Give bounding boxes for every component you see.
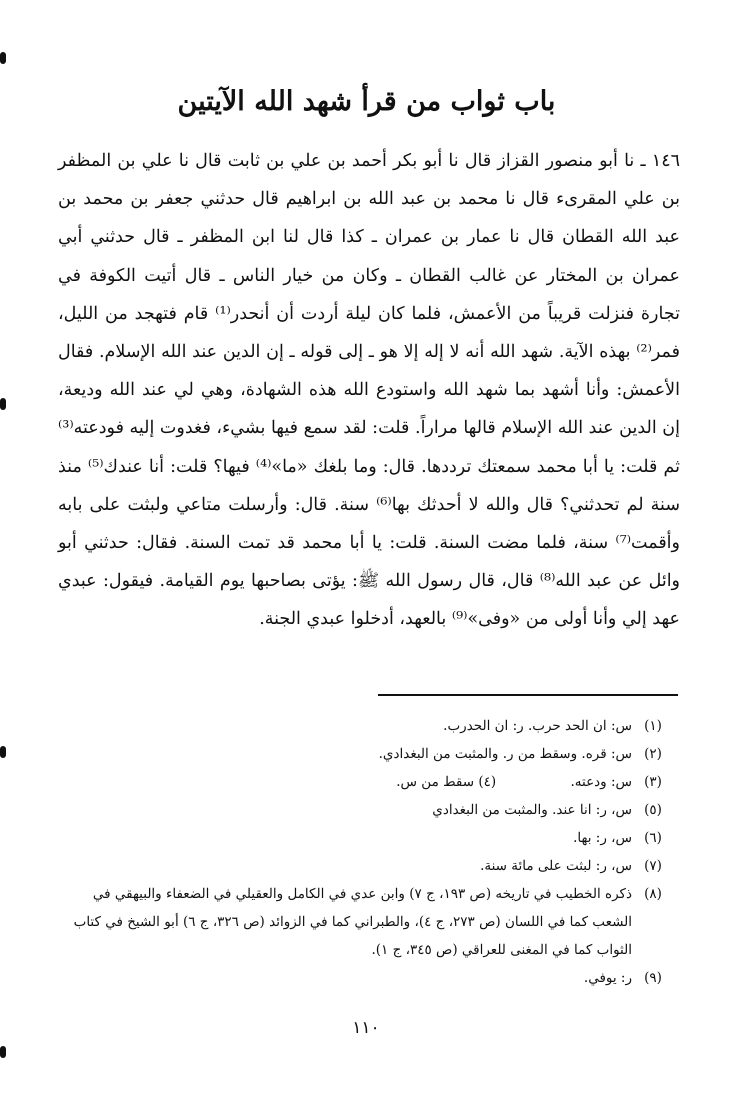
- scan-margin-mark: [0, 1046, 6, 1058]
- footnote-text: ر: يوفي.: [583, 970, 632, 986]
- footnote-text: س: ان الحد حرب. ر: ان الحدرب.: [443, 718, 632, 734]
- footnote-number: (٩): [644, 970, 662, 986]
- footnote-text: س: قره. وسقط من ر. والمثبت من البغدادي.: [378, 746, 632, 762]
- hadith-text: ١٤٦ ـ نا أبو منصور القزاز قال نا أبو بكر أحمد بن علي بن ثابت قال نا علي بن المظفر بن علي المقرىء قال نا محمد بن عبد الله بن ابراهيم قال حدثني جعفر بن محمد بن عبد الله القطان قال نا عمار بن عمران ـ كذا قال لنا ابن المظفر ـ قال حدثني أبي عمران بن المختار عن غالب القطان ـ وكان من خيار الناس ـ قال أتيت الكوفة في تجارة فنزلت قريباً من الأعمش، فلما كان ليلة أردت أن أنحدر⁽¹⁾ قام فتهجد من الليل، فمر⁽²⁾ بهذه الآية. شهد الله أنه لا إله إلا هو ـ إلى قوله ـ إن الدين عند الله الإسلام. فقال الأعمش: وأنا أشهد بما شهد الله واستودع الله هذه الشهادة، وهي لي عند الله وديعة، إن الدين عند الله الإسلام قالها مراراً. قلت: لقد سمع فيها بشيء، فغدوت إليه فودعته⁽³⁾ ثم قلت: يا أبا محمد سمعتك ترددها. قال: وما بلغك «ما»⁽⁴⁾ فيها؟ قلت: أنا عندك⁽⁵⁾ منذ سنة لم تحدثني؟ قال والله لا أحدثك بها⁽⁶⁾ سنة. قال: وأرسلت متاعي ولبثت على بابه وأقمت⁽⁷⁾ سنة، فلما مضت السنة. قلت: يا أبا محمد قد تمت السنة. فقال: حدثني أبو وائل عن عبد الله⁽⁸⁾ قال، قال رسول الله ﷺ: يؤتى بصاحبها يوم القيامة. فيقول: عبدي عهد إلي وأنا أولى من «وفى»⁽⁹⁾ بالعهد، أدخلوا عبدي الجنة.: [58, 151, 681, 630]
- footnote: [60, 824, 670, 852]
- footnote: [60, 768, 670, 796]
- footnote: [60, 796, 670, 824]
- footnotes-list: [60, 712, 670, 992]
- footnote: [60, 852, 670, 880]
- footnote-number: (٨): [644, 886, 662, 902]
- footnote-text: س: ودعته.: [570, 774, 632, 790]
- footnote: [60, 712, 670, 740]
- footnote-number: (١): [644, 718, 662, 734]
- footnote-text: س، ر: بها.: [573, 830, 632, 846]
- footnote: [60, 880, 670, 964]
- chapter-title: باب ثواب من قرأ شهد الله الآيتين: [177, 86, 556, 117]
- scan-margin-mark: [0, 52, 6, 64]
- footnote: [60, 740, 670, 768]
- footnote-text: س، ر: لبثت على مائة سنة.: [480, 858, 632, 874]
- footnote-divider: [378, 694, 678, 696]
- footnote-text: ذكره الخطيب في تاريخه (ص ١٩٣، ج ٧) وابن عدي في الكامل والعقيلي في الضعفاء والبيهقي في الشعب كما في اللسان (ص ٢٧٣، ج ٤)، والطبراني كما في الزوائد (ص ٣٢٦، ج ٦) أبو الشيخ في كتاب الثواب كما في المغنى للعراقي (ص ٣٤٥، ج ١).: [73, 886, 632, 958]
- scan-margin-mark: [0, 746, 6, 758]
- page-number: ١١٠: [352, 1018, 380, 1038]
- footnote: [60, 964, 670, 992]
- footnote-number: (٢): [644, 746, 662, 762]
- footnote-text: سقط من س.: [396, 774, 475, 790]
- footnote-number: (٤): [478, 774, 497, 790]
- footnote-text: س، ر: انا عند. والمثبت من البغدادي: [432, 802, 632, 818]
- footnote-number: (٦): [644, 830, 662, 846]
- footnote-number: (٣): [644, 774, 662, 790]
- footnote-number: (٥): [644, 802, 662, 818]
- scan-margin-mark: [0, 398, 6, 410]
- footnote-number: (٧): [644, 858, 662, 874]
